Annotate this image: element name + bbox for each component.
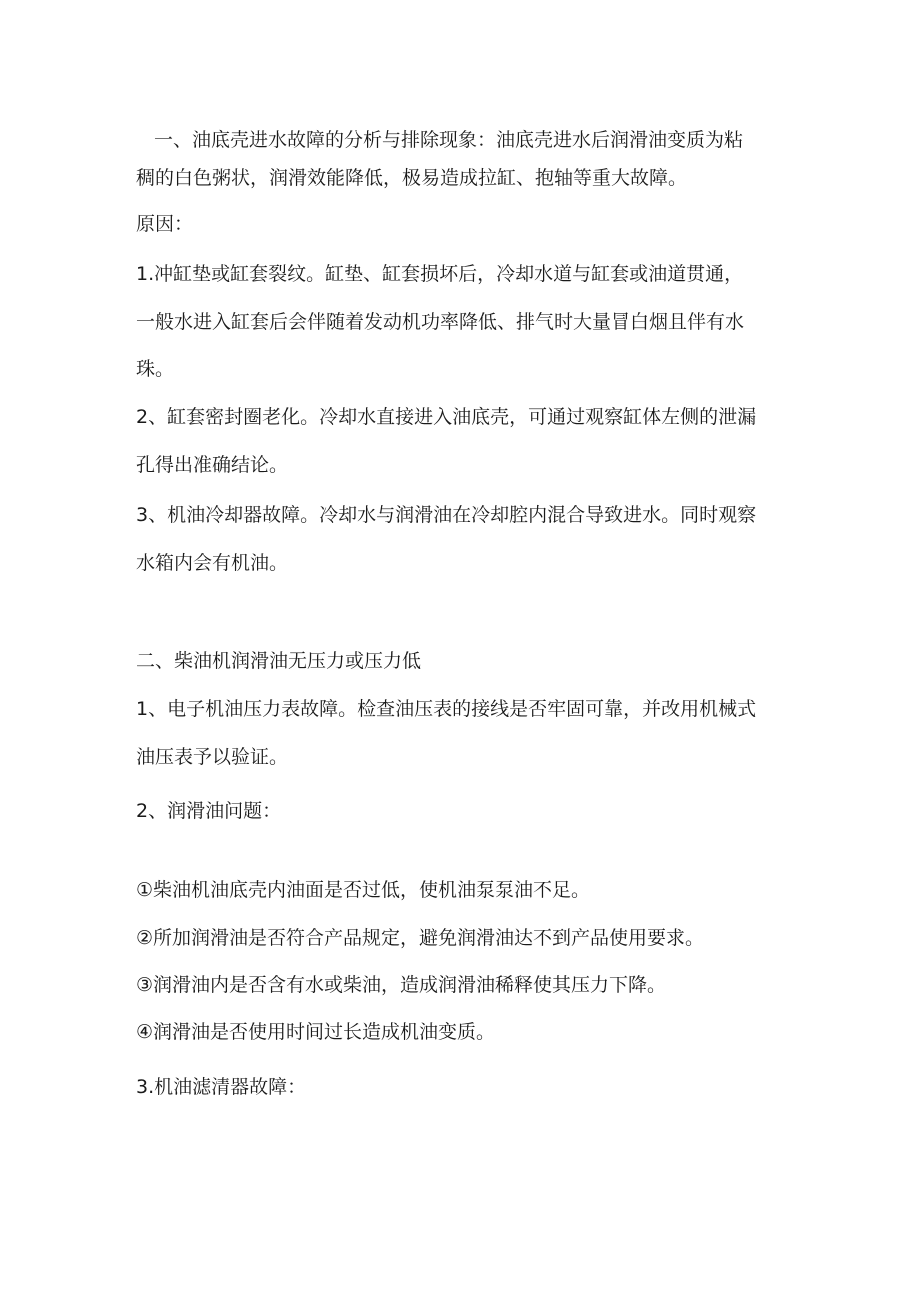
section2-sub4: ④润滑油是否使用时间过长造成机油变质。 [136,1021,496,1043]
section1-intro-line2: 稠的白色粥状，润滑效能降低，极易造成拉缸、抱轴等重大故障。 [136,167,688,189]
section2-item3-heading: 3.机油滤清器故障： [136,1076,307,1098]
section1-item3-line1: 3、机油冷却器故障。冷却水与润滑油在冷却腔内混合导致进水。同时观察 [136,504,757,526]
section2-item1-line1: 1、电子机油压力表故障。检查油压表的接线是否牢固可靠，并改用机械式 [136,698,757,720]
section2-sub2: ②所加润滑油是否符合产品规定，避免润滑油达不到产品使用要求。 [136,927,705,949]
section1-item2-line2: 孔得出准确结论。 [136,454,289,476]
section2-item2-heading: 2、润滑油问题： [136,800,282,822]
section1-cause-heading: 原因： [136,213,194,235]
section2-item1-line2: 油压表予以验证。 [136,746,289,768]
section1-item1-line3: 珠。 [136,358,175,380]
section2-sub3: ③润滑油内是否含有水或柴油，造成润滑油稀释使其压力下降。 [136,974,667,996]
section1-item1-line2: 一般水进入缸套后会伴随着发动机功率降低、排气时大量冒白烟且伴有水 [136,311,745,333]
section1-item2-line1: 2、缸套密封圈老化。冷却水直接进入油底壳，可通过观察缸体左侧的泄漏 [136,406,757,428]
section1-item3-line2: 水箱内会有机油。 [136,552,289,574]
section2-heading: 二、柴油机润滑油无压力或压力低 [136,650,422,672]
section1-intro-line1: 一、油底壳进水故障的分析与排除现象：油底壳进水后润滑油变质为粘 [154,129,744,151]
section1-item1-line1: 1.冲缸垫或缸套裂纹。缸垫、缸套损坏后，冷却水道与缸套或油道贯通， [136,263,744,285]
section2-sub1: ①柴油机油底壳内油面是否过低，使机油泵泵油不足。 [136,879,591,901]
